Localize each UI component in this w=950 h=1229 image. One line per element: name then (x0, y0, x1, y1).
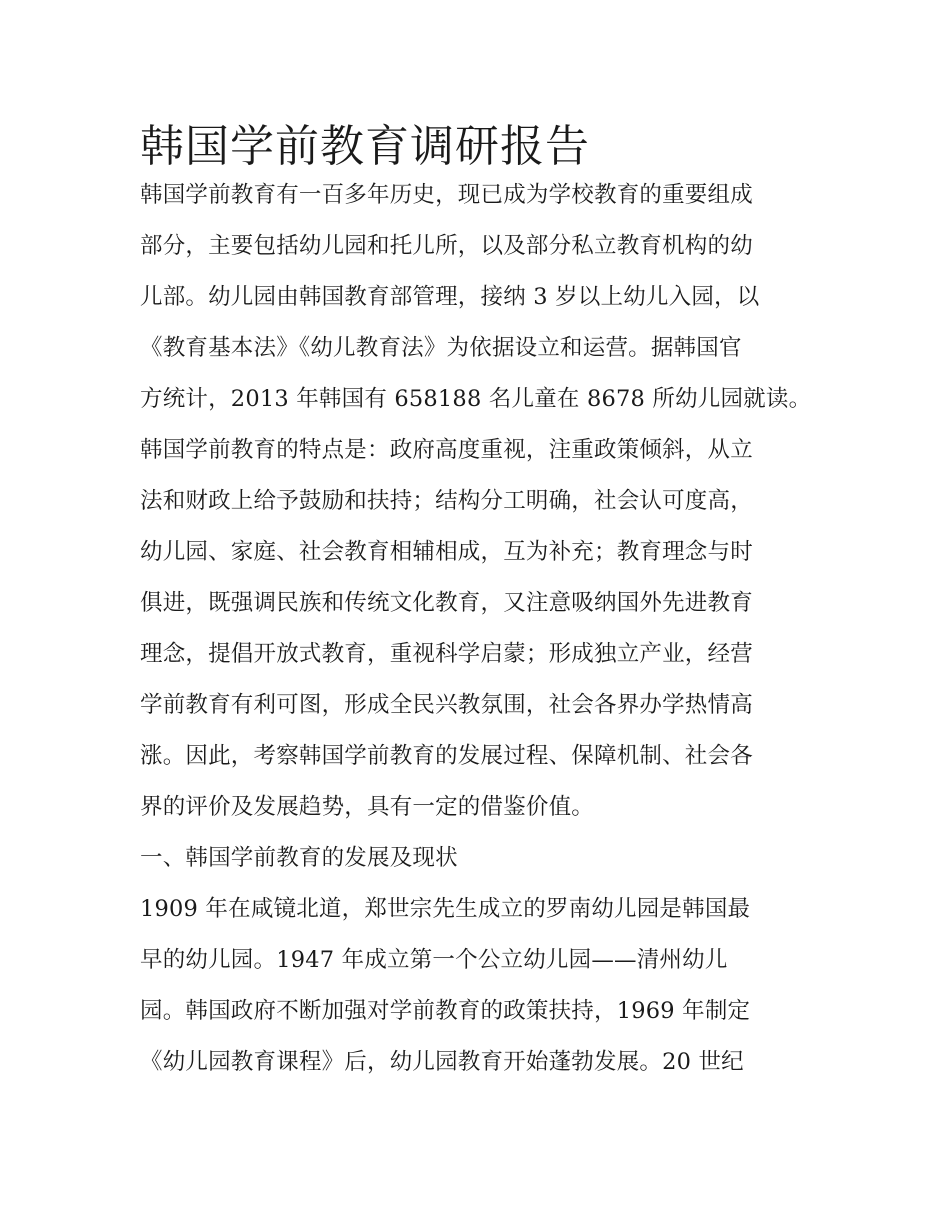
paragraph-line: 方统计，2013 年韩国有 658188 名儿童在 8678 所幼儿园就读。 (140, 386, 812, 412)
paragraph-line: 学前教育有利可图，形成全民兴教氛围，社会各界办学热情高 (140, 692, 753, 718)
paragraph-line: 理念，提倡开放式教育，重视科学启蒙；形成独立产业，经营 (140, 641, 753, 667)
paragraph-line: 园。韩国政府不断加强对学前教育的政策扶持，1969 年制定 (140, 998, 751, 1024)
paragraph-line: 韩国学前教育的特点是：政府高度重视，注重政策倾斜，从立 (140, 437, 753, 463)
paragraph-line: 韩国学前教育有一百多年历史，现已成为学校教育的重要组成 (140, 182, 753, 208)
section-heading: 一、韩国学前教育的发展及现状 (140, 845, 458, 871)
paragraph-line: 法和财政上给予鼓励和扶持；结构分工明确，社会认可度高， (140, 488, 753, 514)
paragraph-line: 1909 年在咸镜北道，郑世宗先生成立的罗南幼儿园是韩国最 (140, 896, 751, 922)
document-body (140, 170, 840, 1088)
paragraph-line: 《教育基本法》《幼儿教育法》为依据设立和运营。据韩国官 (140, 335, 742, 361)
paragraph-line: 俱进，既强调民族和传统文化教育，又注意吸纳国外先进教育 (140, 590, 753, 616)
paragraph-line: 早的幼儿园。1947 年成立第一个公立幼儿园——清州幼儿 (140, 947, 728, 973)
paragraph-line: 涨。因此，考察韩国学前教育的发展过程、保障机制、社会各 (140, 743, 753, 769)
paragraph-line: 幼儿园、家庭、社会教育相辅相成，互为补充；教育理念与时 (140, 539, 753, 565)
paragraph-line: 《幼儿园教育课程》后，幼儿园教育开始蓬勃发展。20 世纪 (140, 1049, 744, 1075)
paragraph-line: 界的评价及发展趋势，具有一定的借鉴价值。 (140, 794, 595, 820)
paragraph-line: 儿部。幼儿园由韩国教育部管理，接纳 3 岁以上幼儿入园，以 (140, 284, 760, 310)
paragraph-line: 部分，主要包括幼儿园和托儿所，以及部分私立教育机构的幼 (140, 233, 753, 259)
document-title: 韩国学前教育调研报告 (140, 121, 590, 172)
